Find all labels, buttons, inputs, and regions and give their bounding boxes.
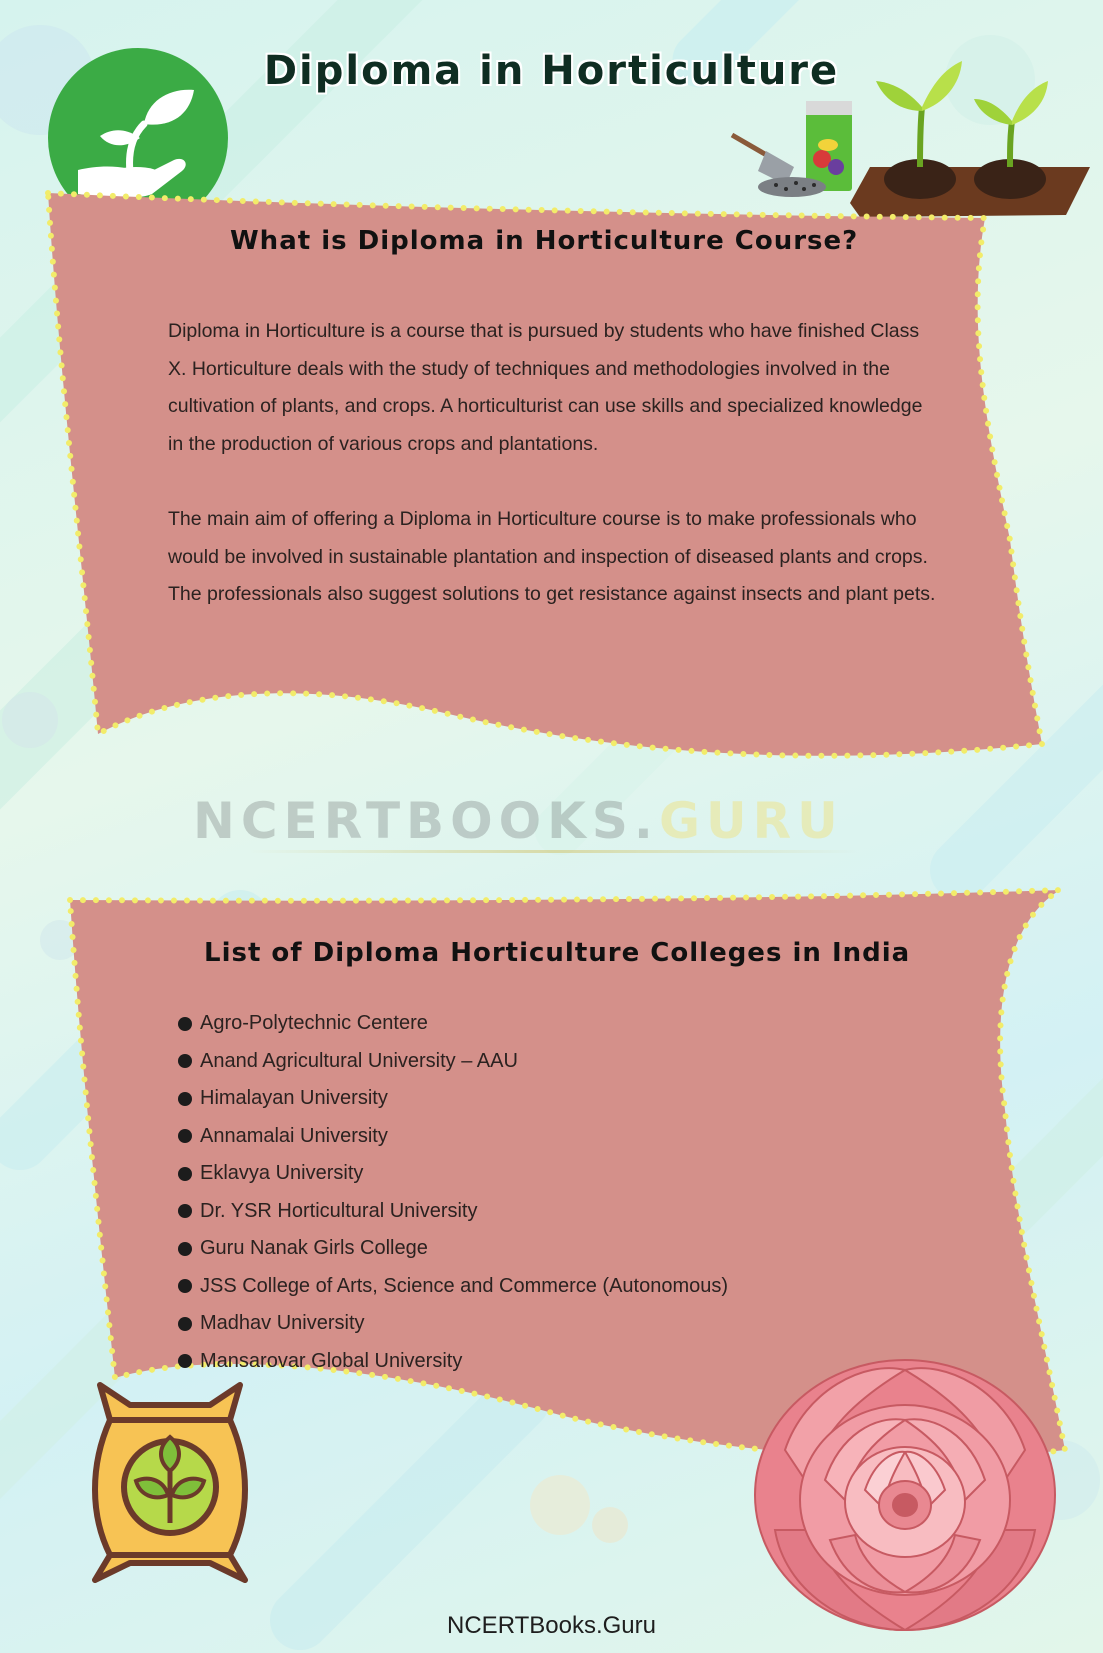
- list-item: JSS College of Arts, Science and Commerce (Autonomous): [178, 1268, 728, 1306]
- seed-sack-icon: [80, 1375, 260, 1590]
- bullet-icon: [178, 1017, 192, 1031]
- list-item: Annamalai University: [178, 1118, 728, 1156]
- list-item: Anand Agricultural University – AAU: [178, 1043, 728, 1081]
- list-item: Dr. YSR Horticultural University: [178, 1193, 728, 1231]
- watermark-part-1: NCERTBOOKS.: [193, 792, 659, 850]
- bullet-icon: [178, 1092, 192, 1106]
- bullet-icon: [178, 1242, 192, 1256]
- list-item: Himalayan University: [178, 1080, 728, 1118]
- bullet-icon: [178, 1167, 192, 1181]
- intro-paragraph-2: The main aim of offering a Diploma in Horticulture course is to make professionals who would be involved in sustainable plantation and inspection of diseased plants and crops. The professionals also suggest solutions to get resistance against insects and plant pets.: [168, 508, 936, 605]
- section-heading-what-is: What is Diploma in Horticulture Course?: [230, 226, 859, 256]
- list-item: Madhav University: [178, 1305, 728, 1343]
- bullet-icon: [178, 1354, 192, 1368]
- list-item: Guru Nanak Girls College: [178, 1230, 728, 1268]
- bullet-icon: [178, 1204, 192, 1218]
- section-heading-colleges: List of Diploma Horticulture Colleges in India: [204, 938, 911, 968]
- bullet-icon: [178, 1317, 192, 1331]
- list-item: Eklavya University: [178, 1155, 728, 1193]
- bullet-icon: [178, 1054, 192, 1068]
- bullet-icon: [178, 1129, 192, 1143]
- watermark-part-2: GURU: [658, 792, 844, 850]
- banner-what-is: [48, 193, 1042, 756]
- intro-paragraph-1: Diploma in Horticulture is a course that is pursued by students who have finished Class X. Horticulture deals with the study of techniques and methodologies involved in the cultivation of plants, and crops. A horticulturist can use skills and specialized knowledge in the production of various crops and plantations.: [168, 320, 923, 455]
- watermark-underline: [250, 850, 860, 853]
- watermark-logo-text: [193, 792, 844, 850]
- list-item: Agro-Polytechnic Centere: [178, 1005, 728, 1043]
- list-item: Mansarovar Global University: [178, 1343, 728, 1381]
- page-title: Diploma in Horticulture: [263, 48, 840, 94]
- succulent-flower-icon: [745, 1330, 1065, 1650]
- bullet-icon: [178, 1279, 192, 1293]
- footer-site-name: NCERTBooks.Guru: [447, 1612, 656, 1639]
- college-list: [178, 1005, 728, 1380]
